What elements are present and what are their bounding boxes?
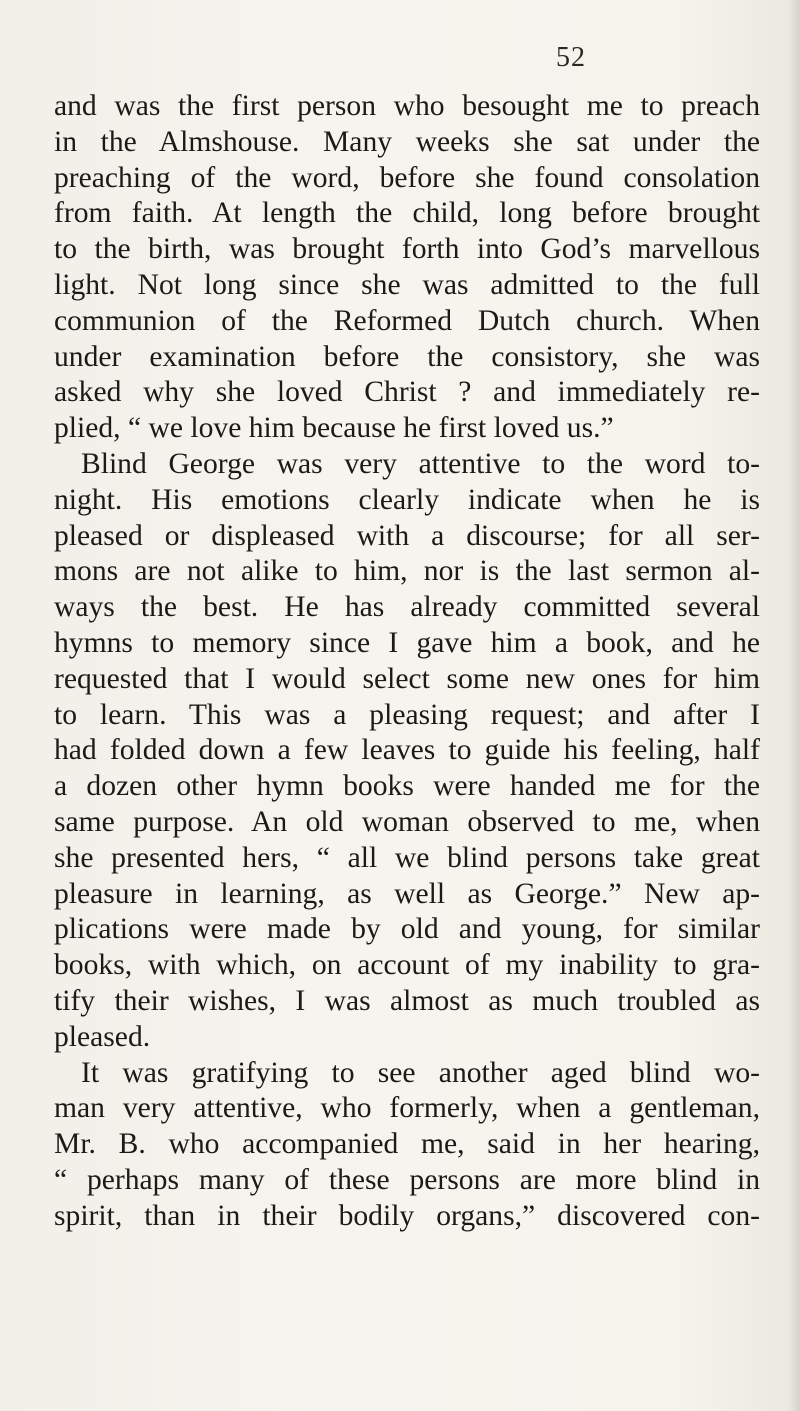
page-edge-shadow bbox=[788, 0, 800, 1411]
page-number: 52 bbox=[556, 42, 586, 73]
text-line: had folded down a few leaves to guide his feeling, half bbox=[54, 734, 760, 767]
text-line: tify their wishes, I was almost as much troubled as bbox=[54, 984, 760, 1017]
text-line: Blind George was very attentive to the word to- bbox=[81, 447, 760, 480]
text-line: ways the best. He has already committed several bbox=[54, 591, 760, 624]
text-line: spirit, than in their bodily organs,” discovered con- bbox=[54, 1199, 760, 1232]
text-line: to learn. This was a pleasing request; and after I bbox=[54, 698, 760, 731]
text-line: asked why she loved Christ ? and immediately re- bbox=[54, 376, 760, 409]
text-line: pleased or displeased with a discourse; for all ser- bbox=[54, 519, 760, 552]
text-line: hymns to memory since I gave him a book, and he bbox=[54, 626, 760, 659]
text-line: books, with which, on account of my inability to gra- bbox=[54, 949, 760, 982]
text-line: plications were made by old and young, for similar bbox=[54, 913, 760, 946]
text-line: requested that I would select some new ones for him bbox=[54, 662, 760, 695]
text-line: pleasure in learning, as well as George.” New ap- bbox=[54, 877, 760, 910]
text-line: pleased. bbox=[54, 1020, 151, 1053]
text-line: It was gratifying to see another aged blind wo- bbox=[81, 1056, 760, 1089]
body-text bbox=[54, 89, 760, 1235]
text-line: in the Almshouse. Many weeks she sat under the bbox=[54, 125, 760, 158]
text-line: same purpose. An old woman observed to me, when bbox=[54, 805, 760, 838]
text-line: preaching of the word, before she found consolation bbox=[54, 161, 760, 194]
text-line: under examination before the consistory, she was bbox=[54, 340, 760, 373]
text-line: man very attentive, who formerly, when a gentleman, bbox=[54, 1092, 760, 1125]
text-line: night. His emotions clearly indicate when he is bbox=[54, 483, 760, 516]
text-line: mons are not alike to him, nor is the last sermon al- bbox=[54, 555, 760, 588]
text-line: communion of the Reformed Dutch church. When bbox=[54, 304, 760, 337]
text-line: a dozen other hymn books were handed me for the bbox=[54, 770, 760, 803]
text-line: “ perhaps many of these persons are more blind in bbox=[54, 1163, 760, 1196]
text-line: she presented hers, “ all we blind persons take great bbox=[54, 841, 760, 874]
text-line: to the birth, was brought forth into God’s marvellous bbox=[54, 233, 760, 266]
text-line: plied, “ we love him because he first loved us.” bbox=[54, 412, 614, 445]
text-line: and was the first person who besought me to preach bbox=[54, 90, 760, 122]
text-line: light. Not long since she was admitted to the full bbox=[54, 268, 760, 301]
text-line: Mr. B. who accompanied me, said in her hearing, bbox=[54, 1128, 760, 1161]
text-line: from faith. At length the child, long before brought bbox=[54, 197, 760, 230]
